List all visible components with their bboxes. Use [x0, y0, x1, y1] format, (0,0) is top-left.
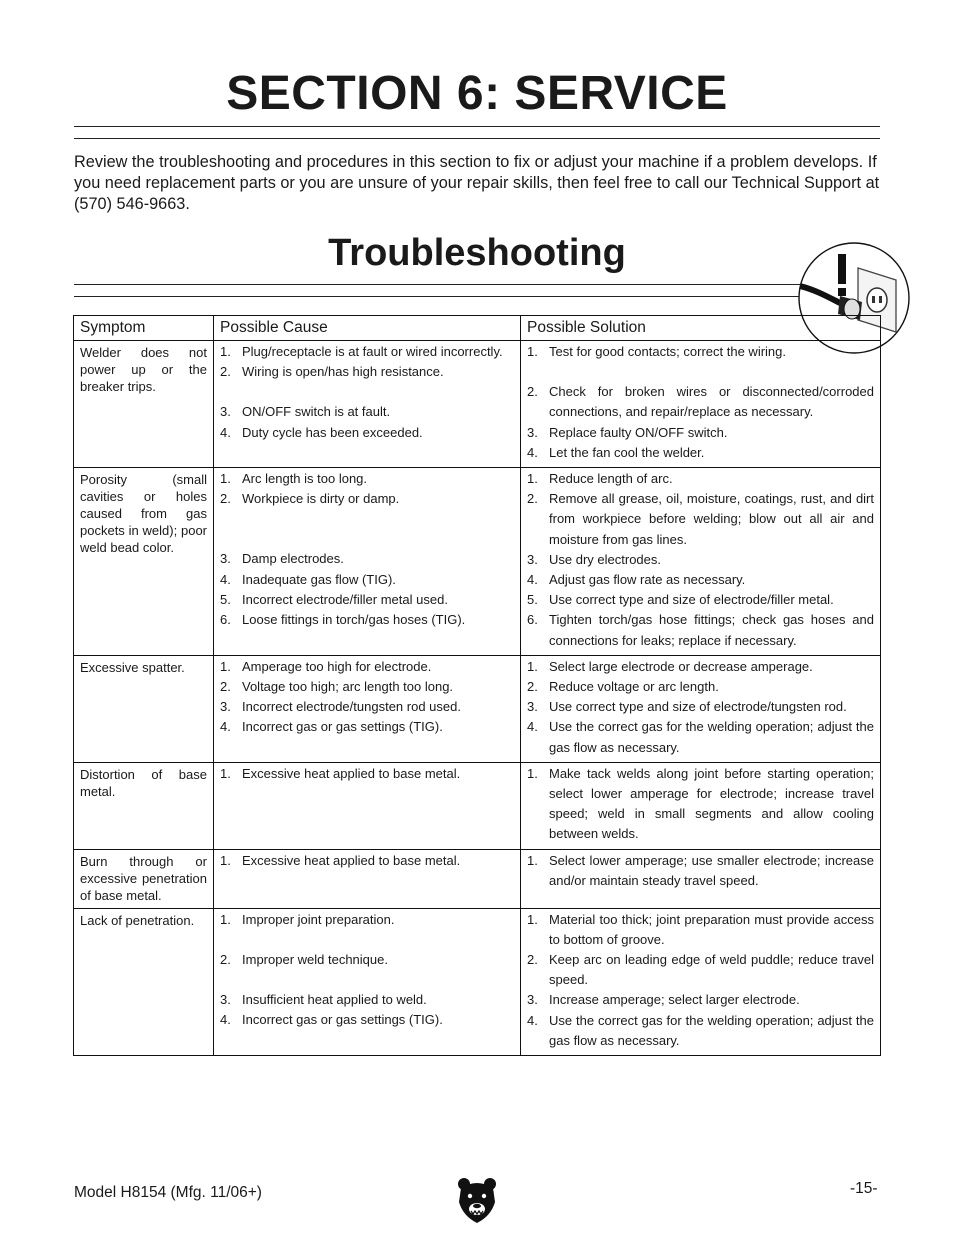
cause-item: 3. Incorrect electrode/tungsten rod used. [220, 699, 461, 715]
section-title: SECTION 6: SERVICE [226, 67, 728, 120]
header-symptom: Symptom [74, 316, 214, 341]
solution-cell [521, 849, 881, 908]
grizzly-bear-logo [457, 1176, 497, 1224]
cause-cell [214, 849, 521, 908]
symptom-cell: Porosity (small cavities or holes caused from gas pockets in weld); poor weld bead color. [74, 468, 214, 656]
solution-item: 3. Use dry electrodes. [527, 551, 661, 567]
footer-model-text: Model H8154 (Mfg. 11/06+) [74, 1184, 262, 1201]
cause-item: 1. Plug/receptacle is at fault or wired incorrectly. [220, 344, 503, 359]
solution-cell [521, 908, 881, 1055]
solution-cell [521, 341, 881, 468]
header-possible-solution: Possible Solution [521, 316, 881, 341]
heading-rule-bottom [74, 296, 810, 297]
symptom-cell: Excessive spatter. [74, 655, 214, 762]
solution-item: 3. Use correct type and size of electrode/tungsten rod. [527, 699, 847, 715]
symptom-cell: Distortion of base metal. [74, 762, 214, 849]
cause-item: 1. Excessive heat applied to base metal. [220, 765, 461, 781]
table-row [74, 341, 881, 468]
cause-item: 5. Incorrect electrode/filler metal used. [220, 591, 448, 607]
cause-cell [214, 468, 521, 656]
cause-item: 1. Improper joint preparation. [220, 911, 395, 927]
solution-item: 4. Let the fan cool the welder. [527, 444, 705, 460]
cause-item: 3. Insufficient heat applied to weld. [220, 992, 427, 1008]
cause-item: 4. Inadequate gas flow (TIG). [220, 571, 396, 587]
cause-item: 4. Duty cycle has been exceeded. [220, 424, 423, 440]
symptom-cell: Lack of penetration. [74, 908, 214, 1055]
table-header-row [74, 316, 881, 341]
cause-cell [214, 762, 521, 849]
cause-item: 1. Excessive heat applied to base metal. [220, 852, 461, 868]
cause-item: 1. Arc length is too long. [220, 471, 368, 487]
intro-paragraph: Review the troubleshooting and procedures in this section to fix or adjust your machine if a problem develops. If you need replacement parts or you are unsure of your repair skills, then feel free to call our Technical Support at (570) 546-9663. [74, 153, 880, 213]
footer-page-number: -15- [850, 1180, 878, 1197]
solution-item: 1. Select lower amperage; use smaller electrode; increase and/or maintain steady travel speed. [527, 852, 874, 888]
troubleshooting-heading: Troubleshooting [328, 232, 626, 274]
solution-item: 1. Material too thick; joint preparation must provide access to bottom of groove. [527, 911, 874, 947]
cause-cell [214, 908, 521, 1055]
cause-item: 2. Improper weld technique. [220, 951, 388, 967]
symptom-cell: Welder does not power up or the breaker trips. [74, 341, 214, 468]
cause-item: 2. Wiring is open/has high resistance. [220, 364, 444, 380]
solution-cell [521, 655, 881, 762]
solution-item: 4. Use the correct gas for the welding operation; adjust the gas flow as necessary. [527, 719, 874, 755]
solution-item: 2. Keep arc on leading edge of weld puddle; reduce travel speed. [527, 952, 874, 988]
title-rule-bottom [74, 138, 880, 139]
solution-cell [521, 468, 881, 656]
title-rule-top [74, 126, 880, 127]
header-possible-cause: Possible Cause [214, 316, 521, 341]
table-row [74, 468, 881, 656]
cause-item: 6. Loose fittings in torch/gas hoses (TIG). [220, 612, 466, 628]
cause-item: 3. Damp electrodes. [220, 551, 344, 567]
symptom-cell: Burn through or excessive penetration of base metal. [74, 849, 214, 908]
cause-item: 4. Incorrect gas or gas settings (TIG). [220, 719, 443, 735]
cause-item: 2. Voltage too high; arc length too long. [220, 679, 454, 695]
solution-item: 2. Remove all grease, oil, moisture, coatings, rust, and dirt from workpiece before welding; blow out all air and moisture from gas lines. [527, 491, 874, 547]
cause-cell [214, 341, 521, 468]
table-row [74, 655, 881, 762]
troubleshooting-table [73, 315, 881, 1056]
solution-item: 2. Check for broken wires or disconnected/corroded connections, and repair/replace as necessary. [527, 384, 874, 420]
table-row [74, 762, 881, 849]
table-row [74, 908, 881, 1055]
cause-item: 3. ON/OFF switch is at fault. [220, 404, 391, 420]
solution-item: 1. Select large electrode or decrease amperage. [527, 658, 813, 674]
solution-item: 1. Make tack welds along joint before starting operation; select lower amperage for electrode; increase travel speed; weld in small segments and allow cooling between welds. [527, 765, 874, 842]
solution-item: 4. Use the correct gas for the welding operation; adjust the gas flow as necessary. [527, 1012, 874, 1048]
solution-cell [521, 762, 881, 849]
solution-item: 1. Reduce length of arc. [527, 471, 673, 487]
solution-item: 3. Replace faulty ON/OFF switch. [527, 424, 728, 440]
solution-item: 4. Adjust gas flow rate as necessary. [527, 572, 746, 588]
solution-item: 5. Use correct type and size of electrode/filler metal. [527, 592, 834, 608]
solution-item: 3. Increase amperage; select larger electrode. [527, 992, 800, 1008]
solution-item: 2. Reduce voltage or arc length. [527, 679, 719, 695]
cause-item: 2. Workpiece is dirty or damp. [220, 491, 400, 507]
cause-cell [214, 655, 521, 762]
solution-item: 1. Test for good contacts; correct the wiring. [527, 344, 786, 359]
solution-item: 6. Tighten torch/gas hose fittings; check gas hoses and connections for leaks; replace if necessary. [527, 612, 874, 648]
cause-item: 4. Incorrect gas or gas settings (TIG). [220, 1012, 443, 1028]
cause-item: 1. Amperage too high for electrode. [220, 658, 432, 674]
table-row [74, 849, 881, 908]
heading-rule-top [74, 284, 810, 285]
